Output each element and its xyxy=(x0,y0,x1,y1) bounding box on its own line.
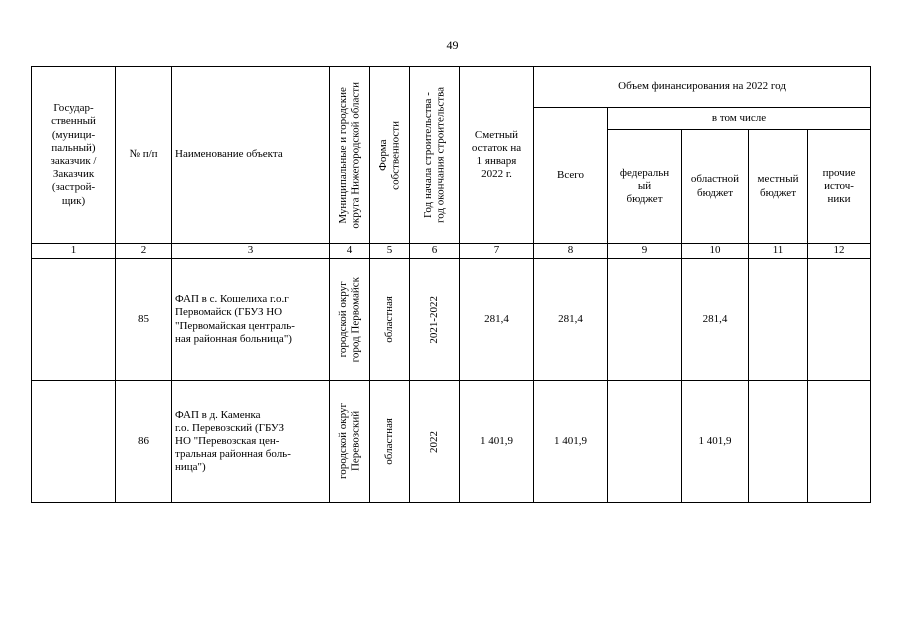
row-municipality-cell xyxy=(330,259,370,381)
row-other xyxy=(808,259,871,381)
row-ownership: областная xyxy=(383,296,396,343)
row-estimate: 1 401,9 xyxy=(460,381,534,503)
header-ownership: Форма собственности xyxy=(376,120,402,190)
row-years: 2022 xyxy=(428,430,441,453)
header-customer: Государ- ственный (муници- пальный) заказчик / Заказчик (застрой- щик) xyxy=(32,67,116,244)
row-customer xyxy=(32,259,116,381)
row-total: 281,4 xyxy=(534,259,608,381)
row-local xyxy=(749,381,808,503)
header-object-name: Наименование объекта xyxy=(172,67,330,244)
header-estimate: Сметный остаток на 1 января 2022 г. xyxy=(460,67,534,244)
row-estimate: 281,4 xyxy=(460,259,534,381)
header-other: прочие источ- ники xyxy=(808,130,871,244)
column-number: 11 xyxy=(749,244,808,259)
row-federal xyxy=(608,259,682,381)
header-years: Год начала строительства - год окончания строительства xyxy=(421,87,447,223)
row-object-name: ФАП в д. Каменка г.о. Перевозский (ГБУЗ НО "Перевозская цен- тральная районная боль- ница") xyxy=(172,381,330,503)
header-num: № п/п xyxy=(116,67,172,244)
column-number: 7 xyxy=(460,244,534,259)
column-number: 6 xyxy=(410,244,460,259)
header-regional: областной бюджет xyxy=(682,130,749,244)
financing-table xyxy=(31,66,871,503)
row-years-cell xyxy=(410,381,460,503)
row-ownership: областная xyxy=(383,418,396,465)
row-num: 86 xyxy=(116,381,172,503)
table-row xyxy=(32,259,871,381)
row-num: 85 xyxy=(116,259,172,381)
column-number-row xyxy=(32,244,871,259)
header-total: Всего xyxy=(534,108,608,244)
row-years: 2021-2022 xyxy=(428,295,441,344)
header-municipality-cell xyxy=(330,67,370,244)
header-ownership-cell xyxy=(370,67,410,244)
row-federal xyxy=(608,381,682,503)
column-number: 8 xyxy=(534,244,608,259)
row-total: 1 401,9 xyxy=(534,381,608,503)
header-federal: федеральн ый бюджет xyxy=(608,130,682,244)
row-municipality: городской округ город Первомайск xyxy=(336,276,362,363)
row-local xyxy=(749,259,808,381)
row-years-cell xyxy=(410,259,460,381)
column-number: 3 xyxy=(172,244,330,259)
column-number: 12 xyxy=(808,244,871,259)
row-customer xyxy=(32,381,116,503)
row-ownership-cell xyxy=(370,259,410,381)
column-number: 5 xyxy=(370,244,410,259)
row-ownership-cell xyxy=(370,381,410,503)
header-funding: Объем финансирования на 2022 год xyxy=(534,67,871,108)
row-municipality-cell xyxy=(330,381,370,503)
column-number: 10 xyxy=(682,244,749,259)
column-number: 9 xyxy=(608,244,682,259)
row-municipality: городской округ Перевозский xyxy=(336,403,362,480)
column-number: 4 xyxy=(330,244,370,259)
row-object-name: ФАП в с. Кошелиха г.о.г Первомайск (ГБУЗ НО "Первомайская централь- ная районная больница") xyxy=(172,259,330,381)
column-number: 2 xyxy=(116,244,172,259)
column-number: 1 xyxy=(32,244,116,259)
table-row xyxy=(32,381,871,503)
page-number: 49 xyxy=(446,38,459,52)
row-regional: 281,4 xyxy=(682,259,749,381)
header-years-cell xyxy=(410,67,460,244)
row-other xyxy=(808,381,871,503)
header-municipality: Муниципальные и городские округа Нижегородской области xyxy=(336,81,362,229)
header-including: в том числе xyxy=(608,108,871,130)
row-regional: 1 401,9 xyxy=(682,381,749,503)
header-local: местный бюджет xyxy=(749,130,808,244)
